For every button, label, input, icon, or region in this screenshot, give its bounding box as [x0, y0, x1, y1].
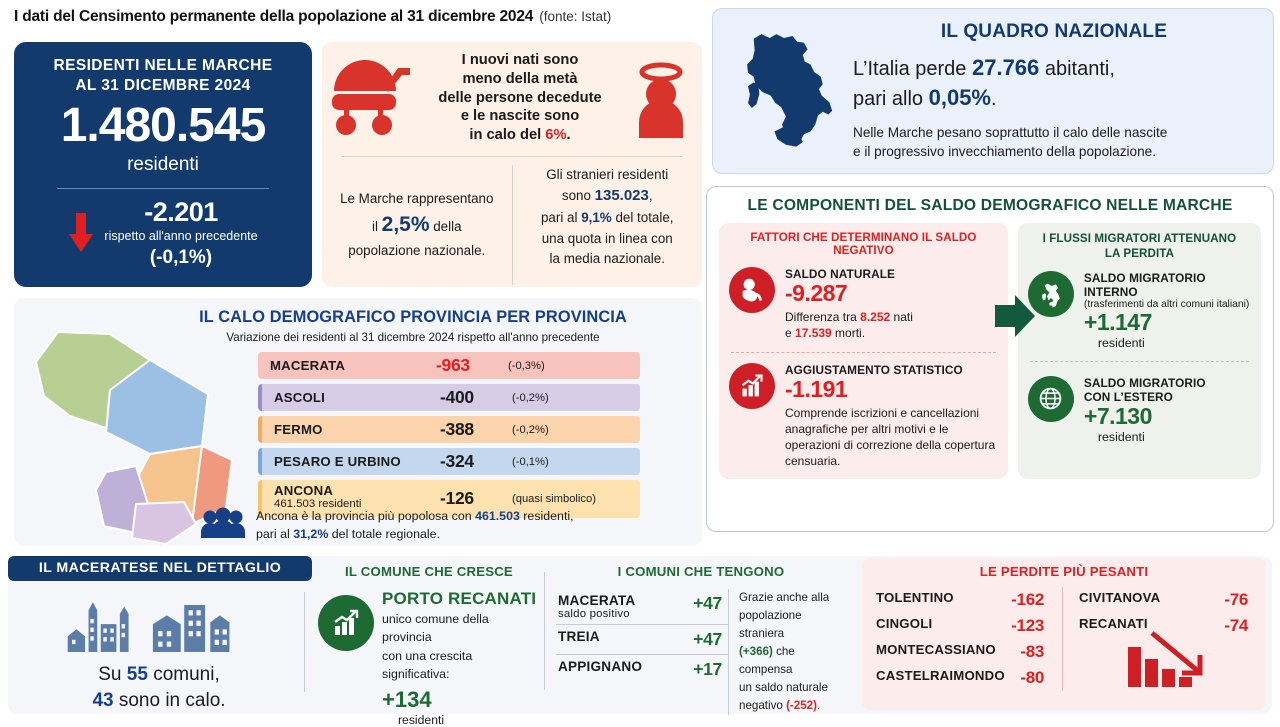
comuni-total: 55 — [126, 664, 148, 685]
header-source-text: (fonte: Istat) — [539, 9, 612, 24]
stable-town-name: TREIA — [558, 629, 600, 644]
births-decline-pct: 6% — [545, 127, 567, 143]
components-columns — [707, 215, 1273, 479]
province-pct: (-0,1%) — [512, 455, 549, 468]
provinces-footnote — [200, 508, 574, 544]
angel-person-icon — [626, 58, 696, 138]
components-card — [706, 186, 1274, 532]
residents-value: 1.480.545 — [60, 98, 266, 152]
saldo-interno-value: +1.147 — [1083, 309, 1152, 336]
chart-up-icon — [318, 595, 374, 651]
comuni-block — [20, 592, 298, 713]
table-row — [258, 416, 640, 443]
list-item — [556, 625, 728, 654]
residents-unit: residenti — [127, 153, 199, 175]
component-item-aggiustamento — [729, 363, 998, 469]
province-pct: (-0,2%) — [512, 391, 549, 404]
province-value: -963 — [436, 355, 470, 375]
residents-title-line2: AL 31 DICEMBRE 2024 — [75, 76, 251, 94]
saldo-estero-label-line1: SALDO MIGRATORIO — [1083, 375, 1206, 390]
growing-town-head: IL COMUNE CHE CRESCE — [345, 564, 513, 579]
stable-towns-note — [728, 589, 846, 715]
note-line3: (+366) che compensa — [739, 644, 795, 676]
comuni-line1: Su 55 comuni, — [98, 664, 220, 685]
births-line-1: I nuovi nati sono — [461, 52, 579, 69]
marche-share-block — [322, 165, 512, 285]
province-pct: (quasi simbolico) — [512, 493, 596, 505]
residents-card — [14, 42, 312, 287]
stable-towns-block — [556, 564, 846, 715]
migration-panel — [1018, 223, 1261, 479]
loss-town-name: CIVITANOVA — [1079, 590, 1161, 605]
component-item-saldo-estero — [1028, 376, 1251, 444]
province-value: -400 — [440, 387, 474, 407]
saldo-interno-sublabel: (trasferimenti da altri comuni italiani) — [1083, 299, 1250, 311]
saldo-naturale-desc: Differenza tra 8.252 nati e 17.539 morti. — [785, 309, 913, 340]
national-body — [853, 21, 1273, 162]
national-note-line1: Nelle Marche pesano soprattutto il calo delle nascite — [853, 124, 1168, 140]
page-title — [14, 8, 714, 34]
stable-town-name: MACERATA — [558, 593, 636, 608]
macerata-banner: IL MACERATESE NEL DETTAGLIO — [8, 556, 312, 581]
aggiustamento-value: -1.191 — [785, 375, 848, 402]
ancona-population: 461.503 — [475, 509, 520, 523]
provinces-list — [258, 352, 640, 523]
header-main-text: I dati del Censimento permanente della popolazione al 31 dicembre 2024 — [14, 8, 534, 25]
stable-towns-head: I COMUNI CHE TENGONO — [617, 564, 785, 579]
loss-town-name: TOLENTINO — [876, 590, 954, 605]
province-pct: (-0,3%) — [508, 359, 545, 372]
loss-town-name: RECANATI — [1079, 616, 1148, 631]
foreigners-pct: 9,1% — [581, 210, 612, 226]
saldo-estero-unit: residenti — [1097, 429, 1145, 444]
foreigners-line-4: una quota in linea con — [541, 230, 673, 246]
saldo-naturale-value: -9.287 — [785, 280, 848, 306]
births-statement — [414, 51, 626, 144]
note-line5: negativo (-252). — [739, 698, 821, 712]
marche-share-pct: 2,5% — [381, 213, 430, 237]
italy-map-icon — [713, 27, 853, 156]
loss-value: -123 — [1011, 616, 1044, 635]
loss-value: -83 — [1020, 642, 1044, 661]
national-title: IL QUADRO NAZIONALE — [940, 20, 1168, 42]
note-line2: popolazione straniera — [739, 608, 802, 640]
divider — [57, 188, 269, 189]
stable-town-value: +17 — [693, 659, 722, 679]
growing-town-body — [318, 589, 540, 727]
divider — [304, 592, 305, 692]
province-subtext: 461.503 residenti — [274, 498, 362, 510]
baby-icon — [729, 267, 775, 313]
saldo-naturale-label: SALDO NATURALE — [785, 267, 895, 281]
growing-town-desc-line2: con una crescita significativa: — [382, 649, 473, 681]
marche-share-pre: Le Marche rappresentano — [340, 190, 494, 206]
growing-town-block — [318, 564, 540, 727]
province-name: FERMO — [274, 422, 323, 437]
residents-title-line1: RESIDENTI NELLE MARCHE — [53, 57, 273, 74]
divider — [731, 352, 996, 353]
divider — [1030, 361, 1249, 362]
list-item — [556, 655, 728, 684]
biggest-losses-body — [862, 587, 1266, 691]
marche-map-icon — [28, 320, 258, 535]
stable-towns-body — [556, 589, 846, 715]
foreigners-count: 135.023 — [594, 187, 649, 205]
loss-value: -76 — [1224, 590, 1248, 609]
negative-factors-panel — [719, 223, 1008, 479]
marche-share-value-line: il 2,5% della — [371, 213, 462, 237]
births-line-5: in calo del 6%. — [469, 127, 571, 143]
saldo-interno-label: SALDO MIGRATORIO INTERNO — [1083, 271, 1206, 300]
globe-icon — [1028, 376, 1074, 422]
migration-head-line2: LA PERDITA — [1104, 247, 1175, 261]
provinces-subtitle: Variazione dei residenti al 31 dicembre 2024 rispetto all'anno precedente — [226, 331, 600, 344]
growing-town-value: +134 — [382, 687, 432, 713]
births-top — [322, 42, 702, 154]
residents-title — [14, 56, 312, 96]
loss-value: -74 — [1224, 616, 1248, 635]
note-line1: Grazie anche alla — [739, 591, 830, 604]
saldo-estero-value: +7.130 — [1083, 402, 1152, 429]
province-name: MACERATA — [270, 358, 346, 373]
foreigners-block — [512, 165, 703, 285]
growing-town-desc-line1: unico comune della provincia — [382, 612, 489, 644]
foreigners-line-3: pari al 9,1% del totale, — [540, 210, 674, 226]
stable-town-sub: saldo positivo — [558, 608, 630, 620]
city-skyline-icon — [20, 592, 298, 654]
list-item — [556, 589, 728, 624]
table-row — [258, 352, 640, 379]
births-line-3: delle persone decedute — [438, 89, 602, 106]
stable-town-value: +47 — [693, 593, 722, 613]
provinces-title: IL CALO DEMOGRAFICO PROVINCIA PER PROVINCIA — [199, 308, 627, 326]
ancona-share: 31,2% — [293, 526, 329, 541]
list-item — [876, 587, 1062, 613]
national-loss-pct: 0,05% — [928, 84, 991, 110]
list-item — [1079, 587, 1266, 613]
stable-town-name: APPIGNANO — [558, 659, 643, 674]
component-item-saldo-interno — [1028, 271, 1251, 350]
loss-town-name: MONTECASSIANO — [876, 642, 996, 657]
biggest-losses-block — [862, 558, 1266, 710]
divider — [544, 572, 545, 690]
aggiustamento-desc: Comprende iscrizioni e cancellazioni anagrafiche per altri motivi e le operazioni di correzione della copertura censuaria. — [785, 405, 996, 468]
residents-delta: -2.201 — [144, 196, 218, 227]
components-title: LE COMPONENTI DEL SALDO DEMOGRAFICO NELLE MARCHE — [747, 197, 1233, 214]
national-note-line2: e il progressivo invecchiamento della popolazione. — [853, 144, 1157, 160]
province-name: ANCONA — [274, 483, 334, 498]
list-item — [876, 639, 1062, 665]
foreigners-line-2: sono 135.023, — [561, 187, 653, 205]
loss-value: -162 — [1011, 590, 1044, 609]
births-line-2: meno della metà — [462, 70, 578, 87]
province-pct: (-0,2%) — [512, 423, 549, 436]
provinces-footnote-text: Ancona è la provincia più popolosa con 461.503 residenti, pari al 31,2% del totale regionale. — [256, 509, 574, 541]
births-line-4: e le nascite sono — [460, 108, 580, 125]
losses-column-right — [1062, 587, 1266, 691]
province-value: -324 — [440, 451, 474, 471]
migration-head — [1028, 231, 1251, 261]
comuni-line2: 43 sono in calo. — [92, 689, 226, 711]
national-note — [853, 123, 1255, 162]
foreigners-line-1: Gli stranieri residenti — [546, 167, 669, 182]
negative-factors-head: FATTORI CHE DETERMINANO IL SALDO NEGATIVO — [750, 231, 977, 257]
national-loss-value: 27.766 — [971, 54, 1040, 80]
residents-delta-row — [14, 197, 312, 269]
marche-share-post: popolazione nazionale. — [348, 242, 486, 258]
saldo-estero-label-line2: CON L’ESTERO — [1083, 389, 1173, 404]
province-name: PESARO E URBINO — [274, 454, 401, 469]
province-name: ASCOLI — [274, 390, 326, 405]
comuni-text — [20, 662, 298, 713]
table-row — [258, 448, 640, 475]
growing-town-name: PORTO RECANATI — [382, 589, 537, 608]
stable-towns-list — [556, 589, 728, 715]
foreigners-line-5: la media nazionale. — [549, 250, 665, 266]
loss-town-name: CASTELRAIMONDO — [876, 668, 1005, 683]
province-value: -126 — [440, 488, 474, 508]
residents-delta-pct: (-0,1%) — [149, 246, 213, 268]
aggiustamento-label: AGGIUSTAMENTO STATISTICO — [785, 362, 963, 377]
loss-value: -80 — [1020, 668, 1044, 687]
comuni-declining: 43 — [92, 689, 114, 711]
chart-up-icon — [729, 363, 775, 409]
births-bottom — [322, 157, 702, 285]
baby-pram-icon — [328, 61, 414, 135]
stable-town-value: +47 — [693, 629, 722, 649]
growing-town-unit: residenti — [398, 713, 445, 727]
component-item-saldo-naturale — [729, 267, 998, 341]
residents-delta-note: rispetto all'anno precedente — [104, 228, 258, 243]
natural-balance: (-252) — [786, 698, 817, 712]
arrow-down-icon — [68, 213, 94, 253]
list-item — [876, 613, 1062, 639]
deaths-count: 17.539 — [795, 325, 832, 340]
province-value: -388 — [440, 419, 474, 439]
losses-column-left — [862, 587, 1062, 691]
births-count: 8.252 — [860, 309, 891, 324]
births-card — [322, 42, 702, 287]
arrow-right-icon — [995, 293, 1037, 339]
biggest-losses-head: LE PERDITE PIÙ PESANTI — [979, 564, 1149, 579]
note-line4: un saldo naturale — [739, 680, 828, 694]
national-lead: L’Italia perde 27.766 abitanti, pari allo 0,05%. — [853, 54, 1115, 110]
national-overview-card — [712, 8, 1274, 174]
list-item — [876, 665, 1062, 691]
people-group-icon — [200, 508, 246, 543]
saldo-interno-unit: residenti — [1097, 335, 1145, 350]
migration-head-line1: I FLUSSI MIGRATORI ATTENUANO — [1042, 232, 1237, 245]
loss-town-name: CINGOLI — [876, 616, 933, 631]
chart-down-icon — [1126, 631, 1210, 687]
table-row — [258, 384, 640, 411]
foreign-balance: (+366) — [739, 644, 773, 658]
